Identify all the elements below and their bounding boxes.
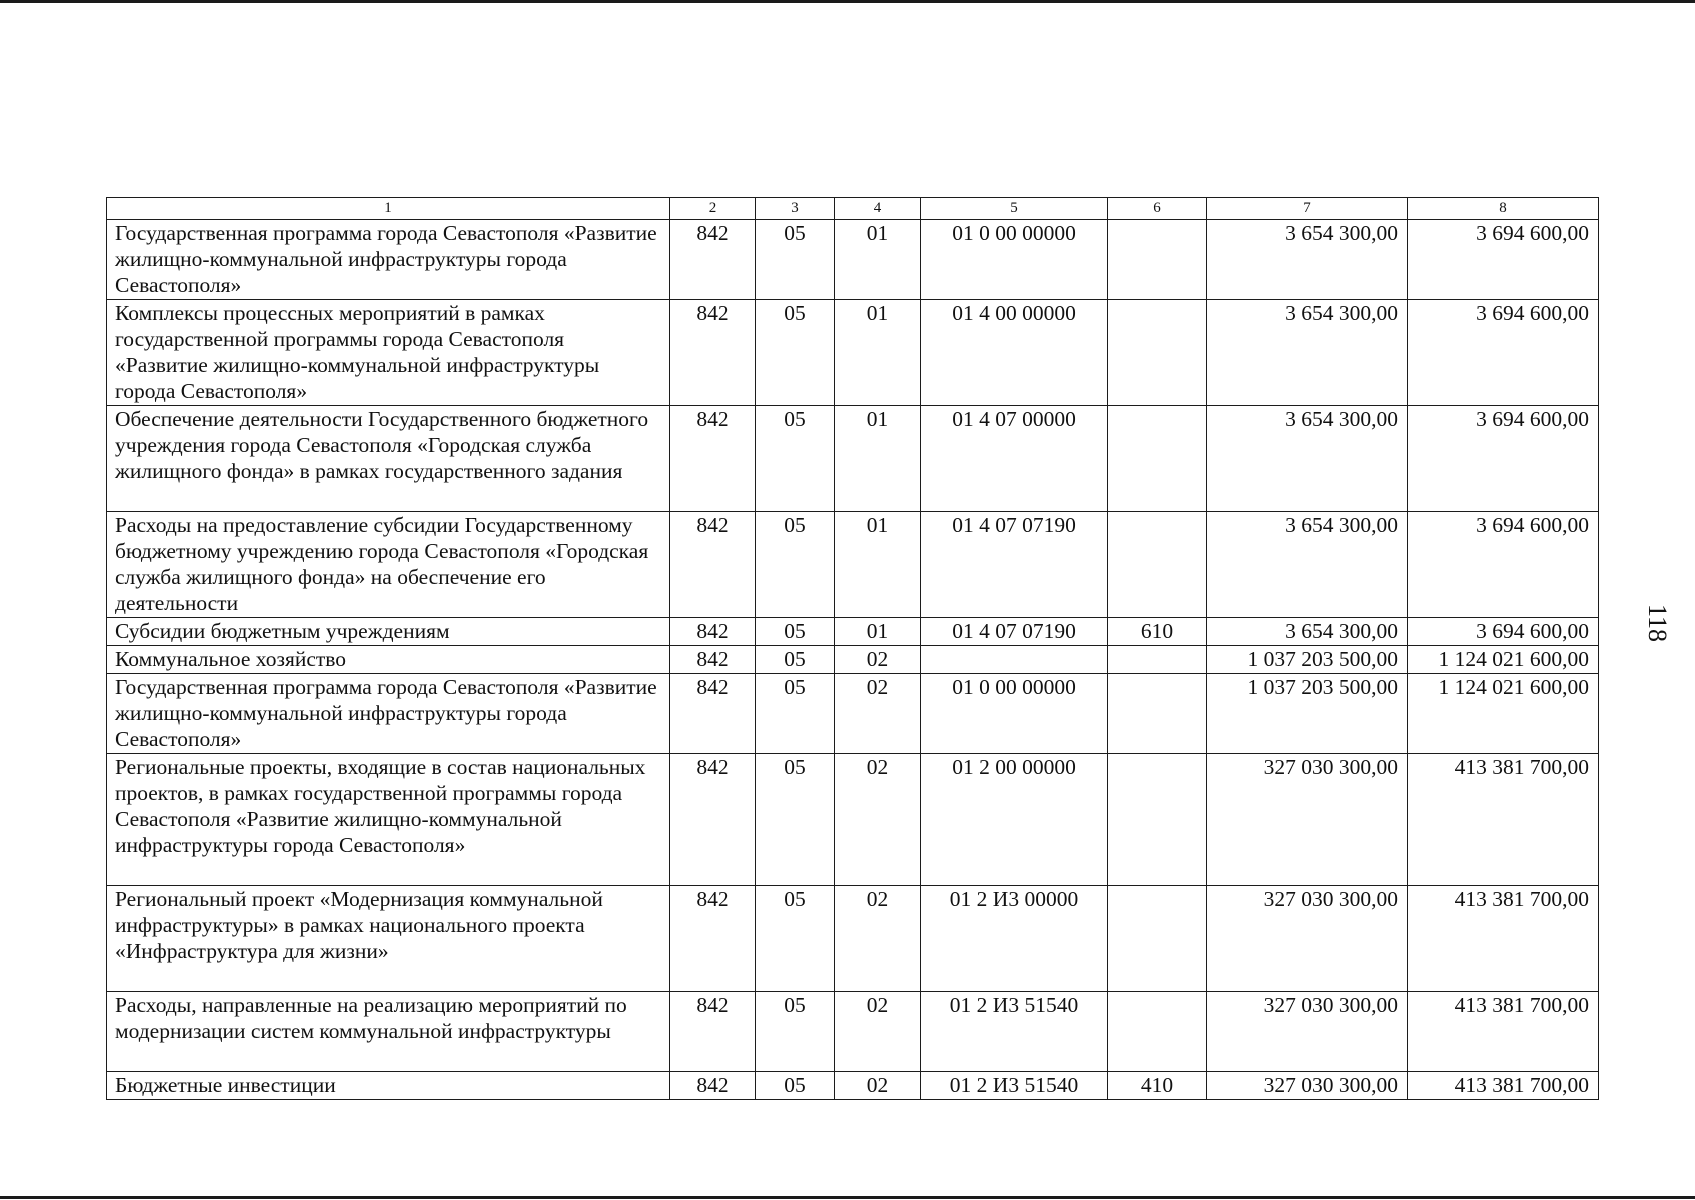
target-article-cell: 01 0 00 00000: [921, 220, 1108, 300]
expense-type-cell: [1108, 512, 1207, 618]
amount-year1-cell: 3 654 300,00: [1207, 618, 1408, 646]
subsection-cell: 01: [835, 300, 921, 406]
table-row: [107, 992, 1599, 1072]
expense-type-cell: [1108, 674, 1207, 754]
scan-edge-top: [0, 0, 1695, 3]
amount-year1-cell: 3 654 300,00: [1207, 406, 1408, 512]
subsection-cell: 02: [835, 754, 921, 886]
amount-year2-cell: 3 694 600,00: [1408, 618, 1599, 646]
row-name-cell: Расходы, направленные на реализацию мероприятий по модернизации систем коммунальной инфраструктуры: [107, 992, 670, 1072]
amount-year2-cell: 3 694 600,00: [1408, 220, 1599, 300]
row-name-cell: Расходы на предоставление субсидии Государственному бюджетному учреждению города Севастополя «Городская служба жилищного фонда» на обеспечение его деятельности: [107, 512, 670, 618]
target-article-cell: 01 4 07 07190: [921, 512, 1108, 618]
amount-year1-cell: 327 030 300,00: [1207, 992, 1408, 1072]
amount-year1-cell: 3 654 300,00: [1207, 300, 1408, 406]
admin-code-cell: 842: [670, 754, 756, 886]
section-cell: 05: [756, 886, 835, 992]
column-header: 5: [921, 198, 1108, 220]
section-cell: 05: [756, 512, 835, 618]
amount-year2-cell: 413 381 700,00: [1408, 886, 1599, 992]
table-row: [107, 512, 1599, 618]
subsection-cell: 01: [835, 512, 921, 618]
table-row: [107, 1072, 1599, 1100]
table-row: [107, 754, 1599, 886]
row-name-cell: Субсидии бюджетным учреждениям: [107, 618, 670, 646]
target-article-cell: 01 2 И3 51540: [921, 1072, 1108, 1100]
amount-year2-cell: 3 694 600,00: [1408, 512, 1599, 618]
column-header: 3: [756, 198, 835, 220]
amount-year1-cell: 327 030 300,00: [1207, 886, 1408, 992]
admin-code-cell: 842: [670, 886, 756, 992]
scan-edge-bottom: [0, 1196, 1695, 1199]
amount-year1-cell: 1 037 203 500,00: [1207, 674, 1408, 754]
target-article-cell: 01 2 И3 00000: [921, 886, 1108, 992]
expense-type-cell: 410: [1108, 1072, 1207, 1100]
amount-year1-cell: 1 037 203 500,00: [1207, 646, 1408, 674]
budget-table: [106, 197, 1599, 1100]
subsection-cell: 01: [835, 406, 921, 512]
section-cell: 05: [756, 618, 835, 646]
subsection-cell: 01: [835, 220, 921, 300]
section-cell: 05: [756, 300, 835, 406]
column-header: 2: [670, 198, 756, 220]
admin-code-cell: 842: [670, 646, 756, 674]
target-article-cell: 01 2 00 00000: [921, 754, 1108, 886]
expense-type-cell: [1108, 754, 1207, 886]
expense-type-cell: 610: [1108, 618, 1207, 646]
target-article-cell: 01 4 07 00000: [921, 406, 1108, 512]
amount-year2-cell: 1 124 021 600,00: [1408, 646, 1599, 674]
row-name-cell: Региональные проекты, входящие в состав национальных проектов, в рамках государственной программы города Севастополя «Развитие жилищно-коммунальной инфраструктуры города Севастополя»: [107, 754, 670, 886]
expense-type-cell: [1108, 220, 1207, 300]
subsection-cell: 01: [835, 618, 921, 646]
column-header: 4: [835, 198, 921, 220]
column-header: 7: [1207, 198, 1408, 220]
column-number-row: [107, 198, 1599, 220]
table-row: [107, 646, 1599, 674]
column-header: 6: [1108, 198, 1207, 220]
section-cell: 05: [756, 1072, 835, 1100]
row-name-cell: Комплексы процессных мероприятий в рамках государственной программы города Севастополя «Развитие жилищно-коммунальной инфраструктуры города Севастополя»: [107, 300, 670, 406]
subsection-cell: 02: [835, 1072, 921, 1100]
expense-type-cell: [1108, 300, 1207, 406]
row-name-cell: Обеспечение деятельности Государственного бюджетного учреждения города Севастополя «Городская служба жилищного фонда» в рамках государственного задания: [107, 406, 670, 512]
admin-code-cell: 842: [670, 406, 756, 512]
section-cell: 05: [756, 674, 835, 754]
table-row: [107, 886, 1599, 992]
section-cell: 05: [756, 220, 835, 300]
column-header: 8: [1408, 198, 1599, 220]
expense-type-cell: [1108, 406, 1207, 512]
row-name-cell: Коммунальное хозяйство: [107, 646, 670, 674]
row-name-cell: Бюджетные инвестиции: [107, 1072, 670, 1100]
target-article-cell: [921, 646, 1108, 674]
table-row: [107, 674, 1599, 754]
subsection-cell: 02: [835, 992, 921, 1072]
target-article-cell: 01 2 И3 51540: [921, 992, 1108, 1072]
amount-year2-cell: 1 124 021 600,00: [1408, 674, 1599, 754]
table-row: [107, 406, 1599, 512]
column-header: 1: [107, 198, 670, 220]
subsection-cell: 02: [835, 886, 921, 992]
row-name-cell: Региональный проект «Модернизация коммунальной инфраструктуры» в рамках национального проекта «Инфраструктура для жизни»: [107, 886, 670, 992]
amount-year2-cell: 413 381 700,00: [1408, 1072, 1599, 1100]
row-name-cell: Государственная программа города Севастополя «Развитие жилищно-коммунальной инфраструктуры города Севастополя»: [107, 220, 670, 300]
admin-code-cell: 842: [670, 220, 756, 300]
subsection-cell: 02: [835, 674, 921, 754]
amount-year2-cell: 3 694 600,00: [1408, 406, 1599, 512]
section-cell: 05: [756, 646, 835, 674]
page-number: 118: [1643, 603, 1673, 643]
section-cell: 05: [756, 754, 835, 886]
admin-code-cell: 842: [670, 992, 756, 1072]
admin-code-cell: 842: [670, 300, 756, 406]
amount-year1-cell: 3 654 300,00: [1207, 220, 1408, 300]
target-article-cell: 01 4 00 00000: [921, 300, 1108, 406]
expense-type-cell: [1108, 646, 1207, 674]
expense-type-cell: [1108, 992, 1207, 1072]
admin-code-cell: 842: [670, 1072, 756, 1100]
section-cell: 05: [756, 406, 835, 512]
subsection-cell: 02: [835, 646, 921, 674]
amount-year2-cell: 413 381 700,00: [1408, 754, 1599, 886]
target-article-cell: 01 0 00 00000: [921, 674, 1108, 754]
amount-year1-cell: 327 030 300,00: [1207, 754, 1408, 886]
admin-code-cell: 842: [670, 512, 756, 618]
amount-year2-cell: 413 381 700,00: [1408, 992, 1599, 1072]
row-name-cell: Государственная программа города Севастополя «Развитие жилищно-коммунальной инфраструктуры города Севастополя»: [107, 674, 670, 754]
admin-code-cell: 842: [670, 618, 756, 646]
admin-code-cell: 842: [670, 674, 756, 754]
amount-year1-cell: 327 030 300,00: [1207, 1072, 1408, 1100]
amount-year1-cell: 3 654 300,00: [1207, 512, 1408, 618]
section-cell: 05: [756, 992, 835, 1072]
amount-year2-cell: 3 694 600,00: [1408, 300, 1599, 406]
table-row: [107, 618, 1599, 646]
table-row: [107, 300, 1599, 406]
target-article-cell: 01 4 07 07190: [921, 618, 1108, 646]
expense-type-cell: [1108, 886, 1207, 992]
table-row: [107, 220, 1599, 300]
